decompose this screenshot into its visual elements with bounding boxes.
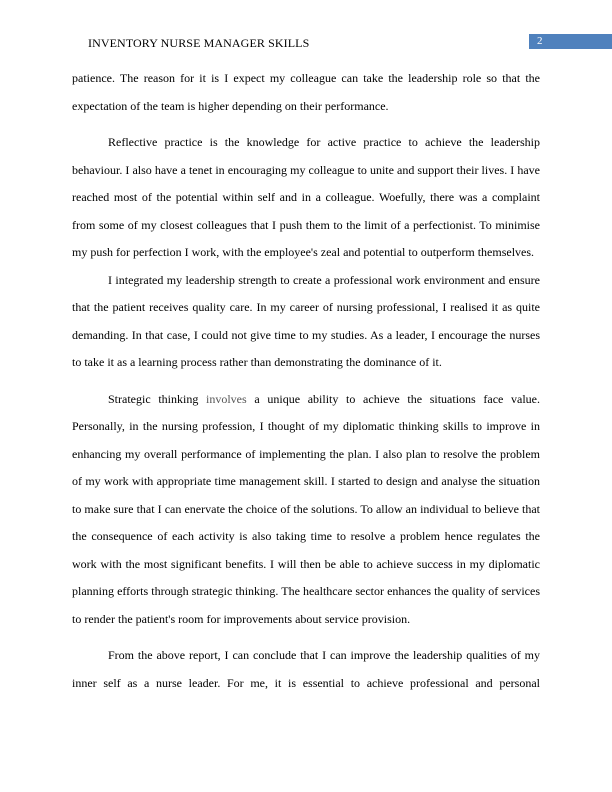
paragraph-strategic-thinking — [72, 386, 540, 634]
paragraph-conclusion: From the above report, I can conclude that I can improve the leadership qualities of my inner self as a nurse leader. For me, it is essential to achieve professional and personal — [72, 648, 540, 690]
running-head: INVENTORY NURSE MANAGER SKILLS — [88, 36, 310, 50]
paragraph-strategic-thinking-rest: a unique ability to achieve the situations face value. Personally, in the nursing profession, I thought of my diplomatic thinking skills to improve in enhancing my overall performance of implementing the plan. I also plan to resolve the problem of my work with appropriate time management skill. I started to design and analyse the situation to make sure that I can enervate the choice of the solutions. To allow an individual to believe that the consequence of each activity is also taking time to resolve a problem hence regulates the work with the most significant benefits. I will then be able to achieve success in my diplomatic planning efforts through strategic thinking. The healthcare sector enhances the quality of services to render the patient's room for improvements about service provision. — [72, 391, 541, 626]
page-number-bar — [529, 34, 612, 49]
paragraph-leadership-strength: I integrated my leadership strength to create a professional work environment and ensure that the patient receives quality care. In my career of nursing professional, I realised it as quite demanding. In that case, I could not give time to my studies. As a leader, I encourage the nurses to take it as a learning process rather than demonstrating the dominance of it. — [72, 272, 540, 369]
paragraph-reflective-practice: Reflective practice is the knowledge for active practice to achieve the leadership behaviour. I also have a tenet in encouraging my colleague to unite and support their lives. I have reached most of the potential within self and in a colleague. Woefully, there was a complaint from some of my closest colleagues that I push them to the limit of a perfectionist. To minimise my push for perfection I work, with the employee's zeal and potential to outperform themselves. — [72, 135, 540, 259]
paragraph-strategic-thinking-start: Strategic thinking — [108, 391, 207, 406]
body-text — [72, 65, 540, 697]
highlighted-word: involves — [206, 391, 247, 406]
page-number: 2 — [537, 35, 543, 47]
paragraph-continuation: patience. The reason for it is I expect my colleague can take the leadership role so that the expectation of the team is higher depending on their performance. — [72, 71, 540, 113]
